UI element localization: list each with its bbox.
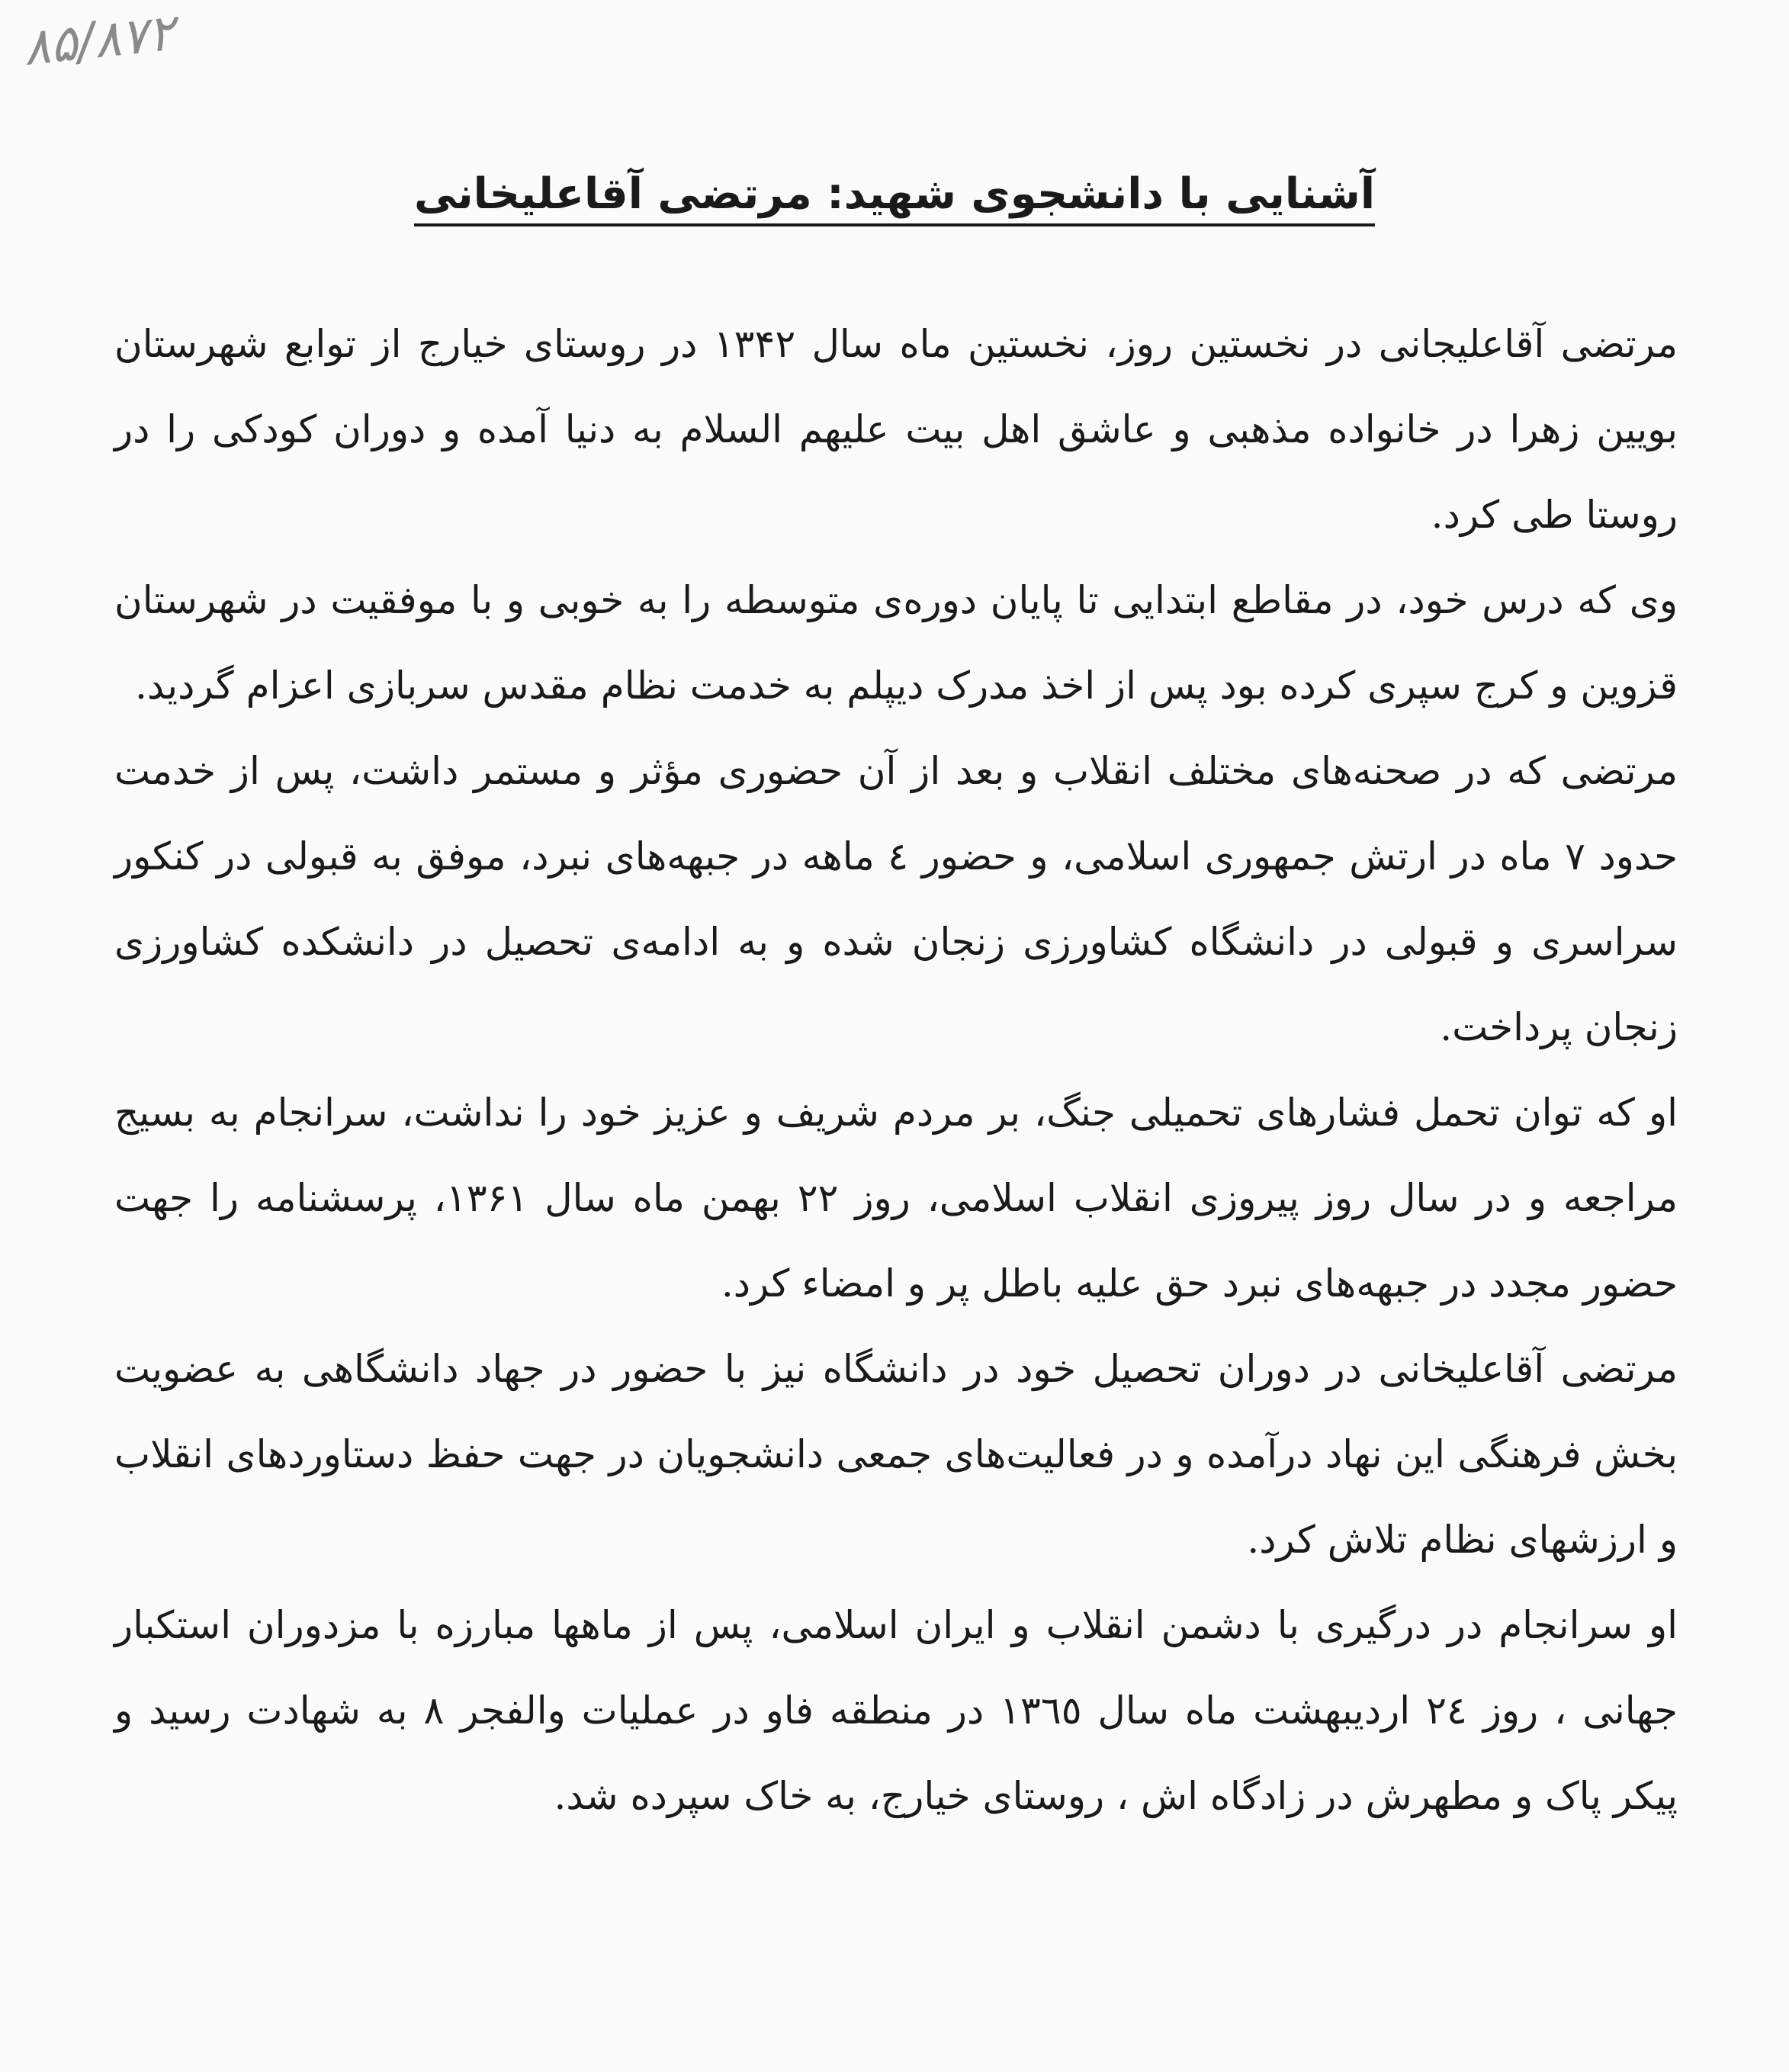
paragraph-service-university: مرتضی که در صحنه‌های مختلف انقلاب و بعد از آن حضوری مؤثر و مستمر داشت، پس از خدمت حدود ۷ ماه در ارتش جمهوری اسلامی، و حضور ٤ ماهه در جبهه‌های نبرد، موفق به قبولی در کنکور سراسری و قبولی در دانشگاه کشاورزی زنجان شده و به ادامه‌ی تحصیل در دانشکده کشاورزی زنجان پرداخت. xyxy=(114,749,1678,1049)
handwritten-archive-number: ۸۵/۸۷۲ xyxy=(20,2,178,78)
paragraph-education: وی که درس خود، در مقاطع ابتدایی تا پایان دوره‌ی متوسطه را به خوبی و با موفقیت در شهرستان قزوین و کرج سپری کرده بود پس از اخذ مدرک دیپلم به خدمت نظام مقدس سربازی اعزام گردید. xyxy=(114,578,1678,708)
paragraph-martyrdom: او سرانجام در درگیری با دشمن انقلاب و ایران اسلامی، پس از ماهها مبارزه با مزدوران استکبار جهانی ، روز ٢٤ اردیبهشت ماه سال ١٣٦٥ در منطقه فاو در عملیات والفجر ٨ به شهادت رسید و پیکر پاک و مطهرش در زادگاه اش ، روستای خیارج، به خاک سپرده شد. xyxy=(114,1603,1678,1818)
document-body xyxy=(114,301,1678,1839)
paragraph-birth: مرتضی آقاعلیجانی در نخستین روز، نخستین ماه سال ۱۳۴۲ در روستای خیارج از توابع شهرستان بویین زهرا در خانواده مذهبی و عاشق اهل بیت علیهم السلام به دنیا آمده و دوران کودکی را در روستا طی کرد. xyxy=(114,322,1678,537)
document-title: آشنایی با دانشجوی شهید: مرتضی آقاعلیخانی xyxy=(414,169,1375,226)
document-title-wrapper xyxy=(0,169,1789,226)
paragraph-basij: او که توان تحمل فشارهای تحمیلی جنگ، بر مردم شریف و عزیز خود را نداشت، سرانجام به بسیج مراجعه و در سال روز پیروزی انقلاب اسلامی، روز ۲۲ بهمن ماه سال ۱۳۶۱، پرسشنامه را جهت حضور مجدد در جبهه‌های نبرد حق علیه باطل پر و امضاء کرد. xyxy=(114,1091,1678,1306)
paragraph-jihad-daneshgahi: مرتضی آقاعلیخانی در دوران تحصیل خود در دانشگاه نیز با حضور در جهاد دانشگاهی به عضویت بخش فرهنگی این نهاد درآمده و در فعالیت‌های جمعی دانشجویان در جهت حفظ دستاوردهای انقلاب و ارزشهای نظام تلاش کرد. xyxy=(114,1347,1678,1562)
